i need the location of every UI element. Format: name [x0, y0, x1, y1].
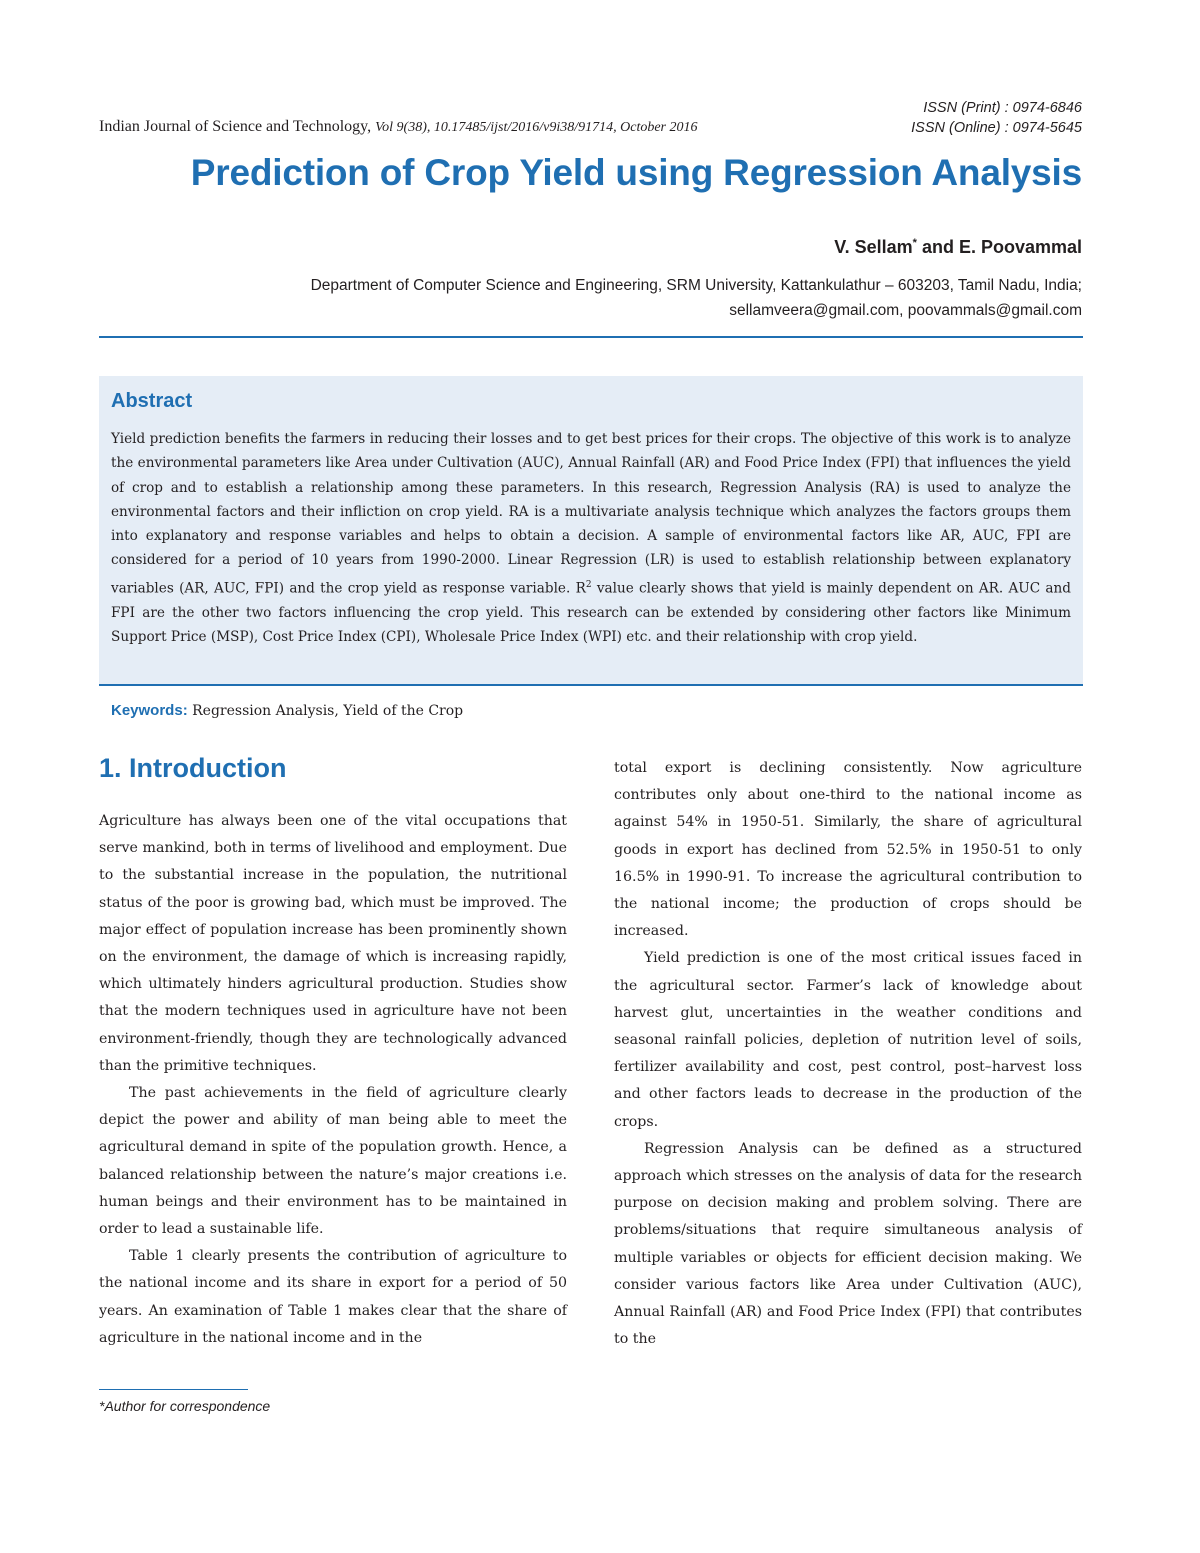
abstract-superscript: 2 — [585, 579, 592, 590]
issn-online: ISSN (Online) : 0974-5645 — [911, 120, 1082, 136]
paragraph: Agriculture has always been one of the vital occupations that serve mankind, both in terms of livelihood and employment. Due to the substantial increase in the population, the nutritional status of the poor is growing bad, which must be improved. The major effect of population increase has been prominently shown on the environment, the damage of which is increasing rapidly, which ultimately hinders agricultural production. Studies show that the modern techniques used in agriculture have not been environment-friendly, though they are technologically advanced than the primitive techniques. — [99, 813, 567, 1074]
issn-print: ISSN (Print) : 0974-6846 — [923, 100, 1082, 116]
footnote: *Author for correspondence — [99, 1398, 271, 1414]
abstract-heading: Abstract — [111, 390, 193, 412]
column-left — [99, 808, 567, 1352]
journal-citation — [99, 118, 698, 136]
author-rest: and E. Poovammal — [916, 237, 1082, 257]
paper-title: Prediction of Crop Yield using Regression Analysis — [190, 152, 1082, 193]
affiliation — [311, 273, 1082, 323]
author-list — [834, 237, 1082, 258]
issn-block — [911, 98, 1082, 138]
paragraph: The past achievements in the field of agriculture clearly depict the power and ability of man being able to meet the agricultural demand in spite of the population growth. Hence, a balanced relationship between the nature’s major creations i.e. human beings and their environment has to be maintained in order to lead a sustainable life. — [99, 1085, 567, 1238]
keywords-label: Keywords: — [111, 702, 188, 719]
abstract-text-part2: value clearly shows that yield is mainly dependent on AR. AUC and FPI are the other two factors influencing the crop yield. This research can be extended by considering other factors like Minimum Support Price (MSP), Cost Price Index (CPI), Wholesale Price Index (WPI) etc. and their relationship with crop yield. — [111, 580, 1071, 645]
affiliation-department: Department of Computer Science and Engineering, SRM University, Kattankulathur – 603203, Tamil Nadu, India; — [310, 277, 1082, 294]
footnote-divider — [99, 1389, 248, 1390]
author-first: V. Sellam — [834, 237, 913, 257]
column-right — [614, 755, 1082, 1353]
keywords — [111, 702, 463, 720]
affiliation-emails: sellamveera@gmail.com, poovammals@gmail.com — [729, 302, 1082, 319]
keywords-text: Regression Analysis, Yield of the Crop — [187, 703, 464, 719]
header-divider — [99, 336, 1083, 338]
paragraph: Regression Analysis can be defined as a structured approach which stresses on the analysis of data for the research purpose on decision making and problem solving. There are problems/situations that require simultaneous analysis of multiple variables or objects for efficient decision making. We consider various factors like Area under Cultivation (AUC), Annual Rainfall (AR) and Food Price Index (FPI) that contributes to the — [614, 1140, 1082, 1348]
paragraph: Table 1 clearly presents the contribution of agriculture to the national income and its share in export for a period of 50 years. An examination of Table 1 makes clear that the share of agriculture in the national income and in the — [99, 1248, 567, 1346]
abstract-text — [111, 427, 1071, 649]
journal-name: Indian Journal of Science and Technology, — [99, 118, 372, 135]
paragraph: total export is declining consistently. Now agriculture contributes only about one-third to the national income as against 54% in 1950-51. Similarly, the share of agricultural goods in export has declined from 52.5% in 1950-51 to only 16.5% in 1990-91. To increase the agricultural contribution to the national income; the production of crops should be increased. — [614, 760, 1082, 940]
abstract-box — [99, 376, 1083, 686]
paragraph: Yield prediction is one of the most critical issues faced in the agricultural sector. Farmer’s lack of knowledge about harvest glut, uncertainties in the weather conditions and seasonal rainfall policies, depletion of nutrition level of soils, fertilizer availability and cost, pest control, post–harvest loss and other factors leads to decrease in the production of the crops. — [614, 950, 1082, 1130]
abstract-text-part1: Yield prediction benefits the farmers in reducing their losses and to get best prices for their crops. The objective of this work is to analyze the environmental parameters like Area under Cultivation (AUC), Annual Rainfall (AR) and Food Price Index (FPI) that influences the yield of crop and to establish a relationship among these parameters. In this research, Regression Analysis (RA) is used to analyze the environmental factors and their infliction on crop yield. RA is a multivariate analysis technique which analyzes the factors groups them into explanatory and response variables and helps to obtain a decision. A sample of environmental factors like AR, AUC, FPI are considered for a period of 10 years from 1990-2000. Linear Regression (LR) is used to establish relationship between explanatory variables (AR, AUC, FPI) and the crop yield as response variable. R — [111, 431, 1071, 597]
correspondence-marker: * — [912, 237, 917, 249]
journal-volume-doi: Vol 9(38), 10.17485/ijst/2016/v9i38/91714, October 2016 — [375, 120, 698, 135]
section-heading-introduction: 1. Introduction — [99, 753, 287, 783]
